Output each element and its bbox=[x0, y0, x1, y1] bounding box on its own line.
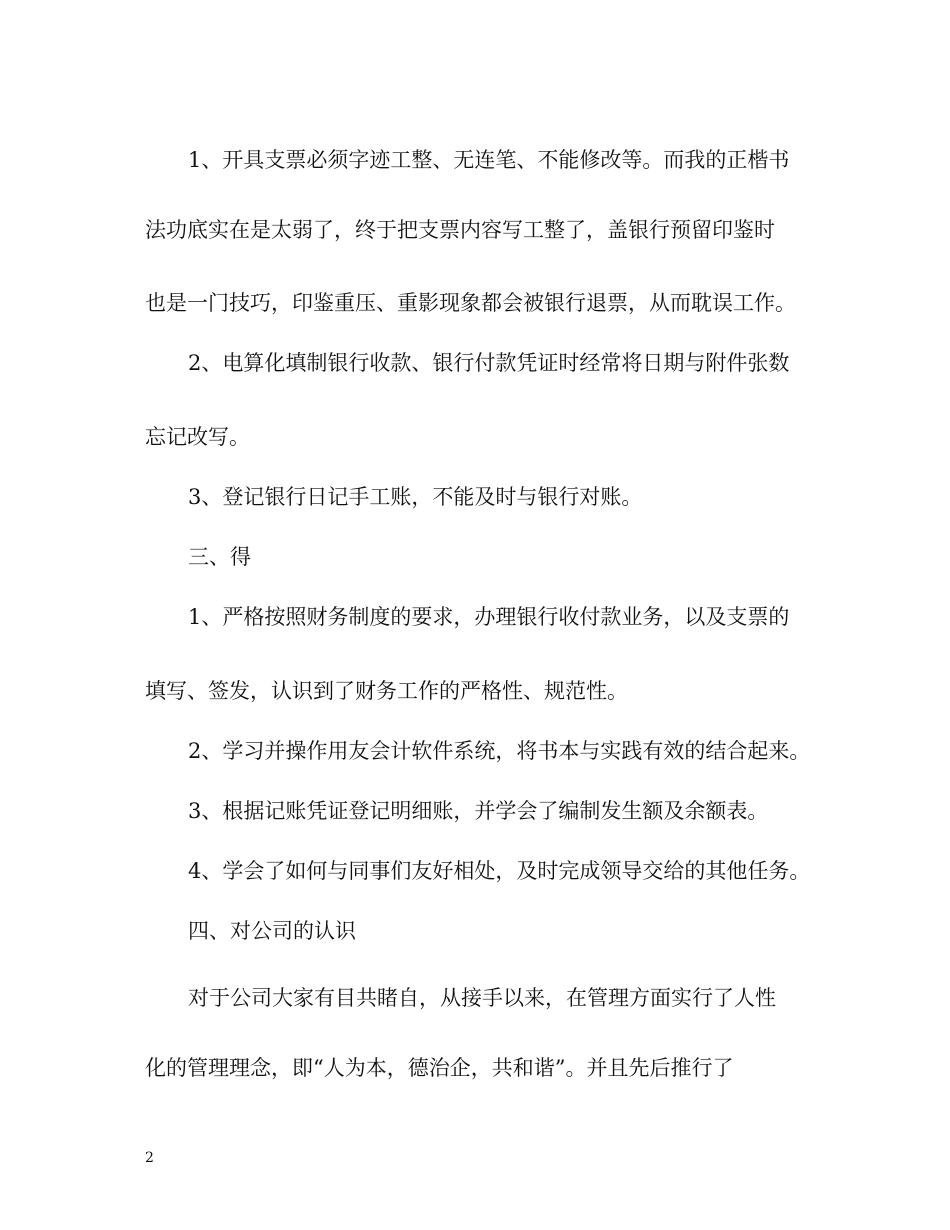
paragraph-line: 2、电算化填制银行收款、银行付款凭证时经常将日期与附件张数 bbox=[188, 351, 790, 375]
paragraph-line: 对于公司大家有目共睹自，从接手以来，在管理方面实行了人性 bbox=[188, 986, 776, 1010]
paragraph-line: 2、学习并操作用友会计软件系统，将书本与实践有效的结合起来。 bbox=[188, 739, 811, 763]
paragraph-line: 3、登记银行日记手工账，不能及时与银行对账。 bbox=[188, 485, 643, 509]
paragraph-line: 3、根据记账凭证登记明细账，并学会了编制发生额及余额表。 bbox=[188, 799, 769, 823]
section-heading: 四、对公司的认识 bbox=[188, 919, 356, 943]
paragraph-line: 填写、签发，认识到了财务工作的严格性、规范性。 bbox=[145, 679, 628, 703]
paragraph-line: 4、学会了如何与同事们友好相处，及时完成领导交给的其他任务。 bbox=[188, 859, 811, 883]
paragraph-line: 1、严格按照财务制度的要求，办理银行收付款业务，以及支票的 bbox=[188, 605, 790, 629]
paragraph-line: 化的管理理念，即“人为本，德治企，共和谐”。并且先后推行了 bbox=[145, 1056, 734, 1080]
page-number: 2 bbox=[145, 1150, 154, 1166]
paragraph-line: 1、开具支票必须字迹工整、无连笔、不能修改等。而我的正楷书 bbox=[188, 148, 790, 172]
paragraph-line: 忘记改写。 bbox=[145, 425, 250, 449]
paragraph-line: 也是一门技巧，印鉴重压、重影现象都会被银行退票，从而耽误工作。 bbox=[145, 291, 796, 315]
paragraph-line: 法功底实在是太弱了，终于把支票内容写工整了，盖银行预留印鉴时 bbox=[145, 218, 775, 242]
section-heading: 三、得 bbox=[188, 545, 251, 569]
